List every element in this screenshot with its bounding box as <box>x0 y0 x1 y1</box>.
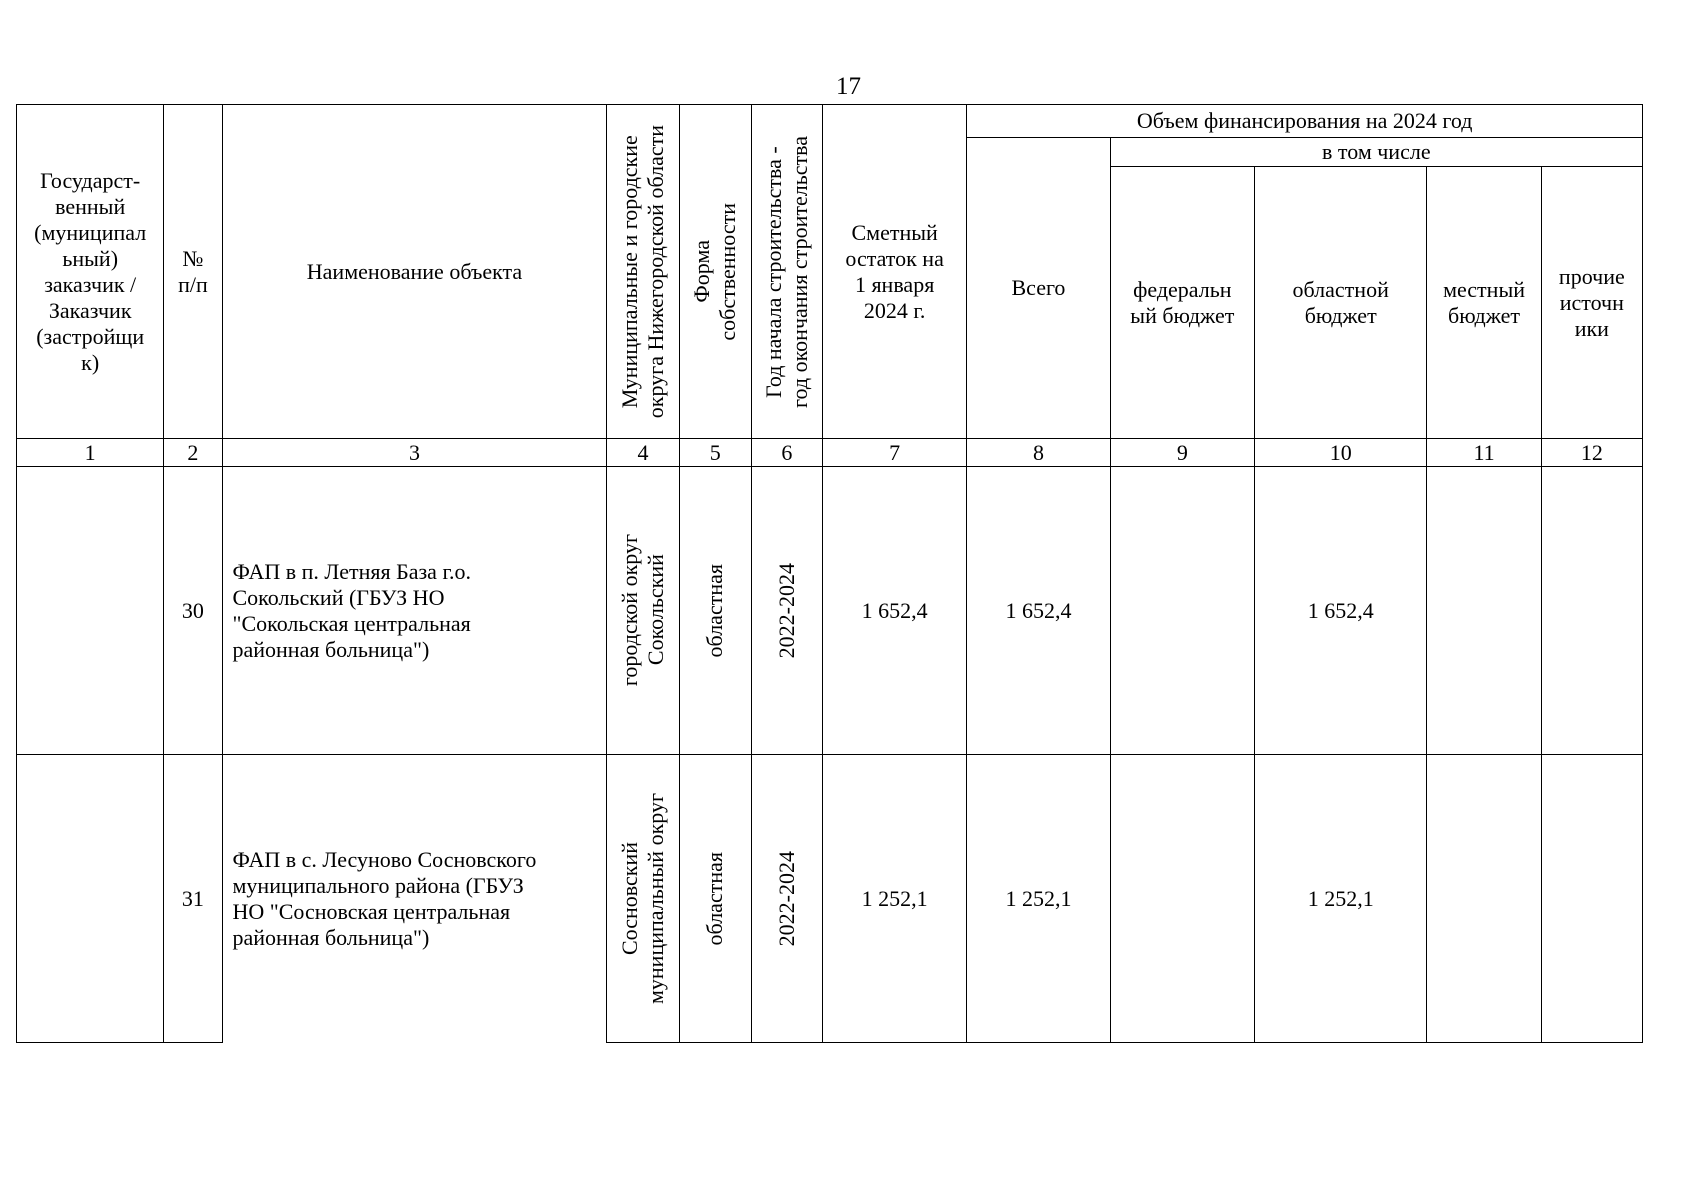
header-number: № п/п <box>164 105 222 439</box>
estimate-balance-cell: 1 652,4 <box>822 467 966 755</box>
financing-table <box>16 104 1643 1043</box>
table-row <box>17 755 1643 1043</box>
column-number: 2 <box>164 439 222 467</box>
estimate-balance-cell: 1 252,1 <box>822 755 966 1043</box>
object-name-cell: ФАП в с. Лесуново Сосновского муниципального района (ГБУЗ НО "Сосновская центральная районная больница") <box>222 755 607 1043</box>
local-cell <box>1427 467 1541 755</box>
customer-cell <box>17 755 164 1043</box>
header-including: в том числе <box>1110 138 1642 167</box>
header-ownership: Форма собственности <box>679 105 751 439</box>
object-name-cell: ФАП в п. Летняя База г.о. Сокольский (ГБУЗ НО "Сокольская центральная районная больница") <box>222 467 607 755</box>
header-local: местный бюджет <box>1427 167 1541 439</box>
column-number: 6 <box>751 439 822 467</box>
district-cell: Сосновский муниципальный округ <box>607 755 679 1043</box>
header-customer: Государст- венный (муниципал ьный) заказчик / Заказчик (застройщи к) <box>17 105 164 439</box>
column-number: 7 <box>822 439 966 467</box>
other-cell <box>1541 755 1642 1043</box>
years-cell: 2022-2024 <box>751 755 822 1043</box>
header-object-name: Наименование объекта <box>222 105 607 439</box>
header-regional: областной бюджет <box>1254 167 1426 439</box>
customer-cell <box>17 467 164 755</box>
column-number: 9 <box>1110 439 1254 467</box>
column-number: 1 <box>17 439 164 467</box>
ownership-cell: областная <box>679 467 751 755</box>
header-financing-title: Объем финансирования на 2024 год <box>967 105 1643 138</box>
page-number: 17 <box>836 73 861 100</box>
local-cell <box>1427 755 1541 1043</box>
column-numbers-row <box>17 439 1643 467</box>
header-federal: федеральн ый бюджет <box>1110 167 1254 439</box>
column-number: 11 <box>1427 439 1541 467</box>
header-other: прочие источн ики <box>1541 167 1642 439</box>
total-cell: 1 652,4 <box>967 467 1110 755</box>
federal-cell <box>1110 755 1254 1043</box>
header-estimate-balance: Сметный остаток на 1 января 2024 г. <box>822 105 966 439</box>
row-number-cell: 30 <box>164 467 222 755</box>
table-row <box>17 467 1643 755</box>
column-number: 3 <box>222 439 607 467</box>
total-cell: 1 252,1 <box>967 755 1110 1043</box>
federal-cell <box>1110 467 1254 755</box>
column-number: 5 <box>679 439 751 467</box>
district-cell: городской округ Сокольский <box>607 467 679 755</box>
header-years: Год начала строительства - год окончания строительства <box>751 105 822 439</box>
column-number: 12 <box>1541 439 1642 467</box>
ownership-cell: областная <box>679 755 751 1043</box>
other-cell <box>1541 467 1642 755</box>
column-number: 10 <box>1254 439 1426 467</box>
header-row-1 <box>17 105 1643 138</box>
header-district: Муниципальные и городские округа Нижегородской области <box>607 105 679 439</box>
column-number: 8 <box>967 439 1110 467</box>
regional-cell: 1 652,4 <box>1254 467 1426 755</box>
regional-cell: 1 252,1 <box>1254 755 1426 1043</box>
row-number-cell: 31 <box>164 755 222 1043</box>
header-total: Всего <box>967 138 1110 439</box>
column-number: 4 <box>607 439 679 467</box>
years-cell: 2022-2024 <box>751 467 822 755</box>
